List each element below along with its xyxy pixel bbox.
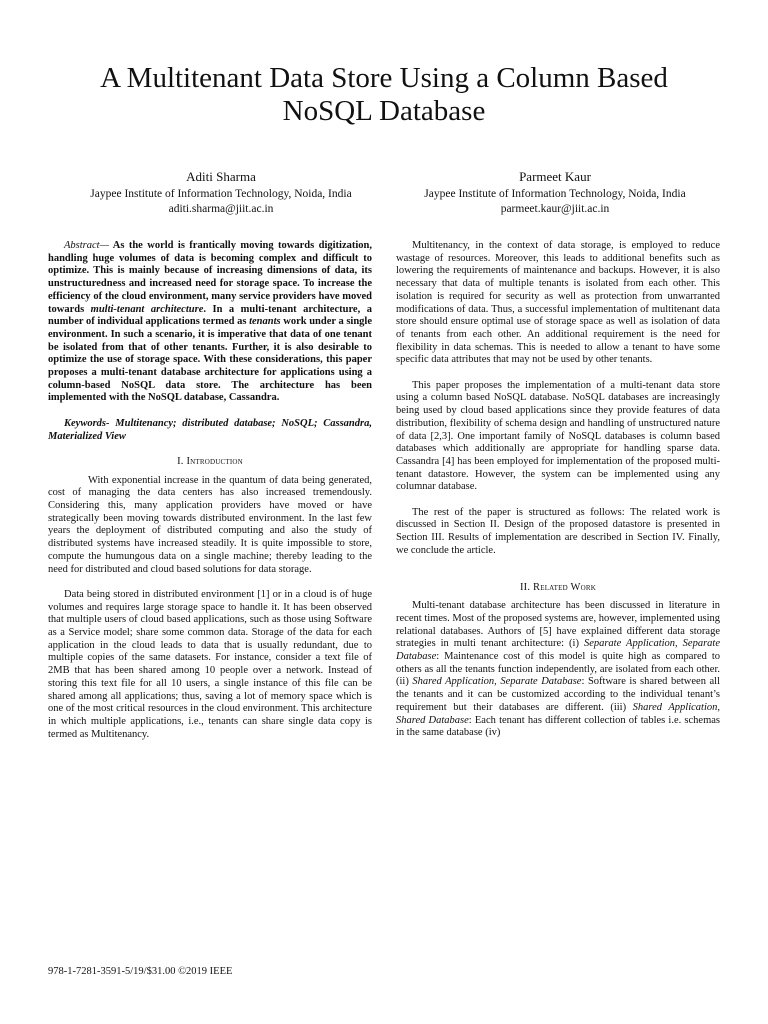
section-heading-introduction <box>48 456 372 469</box>
abstract-text-b: . In a multi-tenant architecture, a number of individual applications termed as <box>48 303 372 328</box>
author-name: Aditi Sharma <box>186 169 256 184</box>
abstract-text-c: work under a single environment. In such a scenario, it is imperative that data of one tenant be isolated from that of other tenants. Further, it is also desirable to optimize the use of storage space. With these considerations, this paper proposes a multi-tenant database architecture for applications using a column-based NoSQL data store. The architecture has been implemented with the NoSQL database, Cassandra. <box>48 316 373 404</box>
right-column <box>396 240 720 753</box>
term-model-3: Shared Application, Shared Database <box>396 701 720 726</box>
text-run: : Software is shared between all the tenants and it can be customized according to the individual tenant’s requirement but their databases are different. (iii) <box>396 676 721 713</box>
section-title: Related Work <box>533 581 596 593</box>
paragraph: The rest of the paper is structured as follows: The related work is discussed in Section II. Design of the proposed datastore is presented in Section III. Results of implementation are described in Section IV. Finally, we conclude the article. <box>396 506 720 556</box>
text-run: Multi-tenant database architecture has been discussed in literature in recent times. Most of the proposed systems are, however, implemented using relational databases. Authors of [5] have explained different data storage strategies in multi tenant architecture: (i) <box>396 600 720 650</box>
abstract-term-multitenant: multi-tenant architecture <box>90 303 204 315</box>
author-affiliation: Jaypee Institute of Information Technology, Noida, India <box>90 188 352 200</box>
author-block-1 <box>56 168 386 217</box>
left-column <box>48 240 372 754</box>
paragraph: With exponential increase in the quantum of data being generated, cost of managing the data centers has also increased tremendously. Considering this, many application providers have moved or have strategically been moving towards distributed environment. In the last few years the deployment of distributed computing and also the study of distributed systems have increased steadily. It is quite impossible to store, compute the humungous data on a single machine; thereby leading to the need for distributed and cloud based solutions for data storage. <box>48 474 372 575</box>
section-number: II. <box>519 581 534 593</box>
section-number: I. <box>177 455 187 467</box>
author-block-2 <box>390 168 720 217</box>
term-model-1: Separate Application, Separate Database <box>396 638 720 663</box>
paragraph: Multitenancy, in the context of data storage, is employed to reduce wastage of resources. Moreover, this leads to additional benefits such as lowering the requirements of maintenance and backups. However, it is also necessary that data of multiple tenants is isolated from each other. This isolation is required for security as well as protection from unwarranted modifications of data. Thus, a successful implementation of multitenant data store should ensure optimal use of storage space as well as isolation of data of tenants from each other. An additional requirement is the need for flexibility in data schemas. This is needed to allow a tenant to have some specific data attributes that may not be used by other tenants. <box>396 240 720 366</box>
copyright-footer: 978-1-7281-3591-5/19/$31.00 ©2019 IEEE <box>48 966 233 977</box>
text-run: : Maintenance cost of this model is quite high as compared to others as all the tenants function independently, are isolated from each other. (ii) <box>396 651 720 688</box>
paragraph: Data being stored in distributed environment [1] or in a cloud is of huge volumes and requires large storage space to handle it. It has been observed that multiple users of cloud based applications, such as those using Software as a Service model; share some common data. Storage of the data for each application in the cloud leads to data that is usually redundant, due to multiple copies of the same datasets. For instance, consider a text file of 2MB that has been shared among 10 people over a network. Instead of storing this text file for all 10 users, a single instance of this file can be shared among all applications; thus, saving a lot of memory space which is one of the most critical resources in the cloud environment. This architecture in which multiple applications, i.e., tenants can share single data copy is termed as Multitenancy. <box>48 588 372 740</box>
section-heading-related-work <box>396 582 720 595</box>
section-title: Introduction <box>186 455 243 467</box>
author-affiliation: Jaypee Institute of Information Technology, Noida, India <box>424 188 686 200</box>
paper-title <box>40 62 728 128</box>
title-line-2: NoSQL Database <box>282 95 486 127</box>
title-line-1: A Multitenant Data Store Using a Column Based <box>100 62 668 94</box>
abstract-term-tenants: tenants <box>249 316 281 328</box>
abstract <box>48 240 372 405</box>
author-email: parmeet.kaur@jiit.ac.in <box>500 203 610 215</box>
author-email: aditi.sharma@jiit.ac.in <box>168 203 274 215</box>
paragraph-related-work <box>396 600 720 740</box>
abstract-label: Abstract— <box>64 240 109 251</box>
abstract-text-a: As the world is frantically moving towards digitization, handling huge volumes of data is becoming complex and difficult to optimize. This is mainly because of increasing dimensions of data, its unstructuredness and increased need for storage space. To increase the efficiency of the cloud environment, many service providers have moved towards <box>48 240 372 315</box>
term-model-2: Shared Application, Separate Database <box>412 676 582 688</box>
text-run: : Each tenant has different collection of tables i.e. schemas in the same database (iv) <box>396 714 721 739</box>
paragraph: This paper proposes the implementation of a multi-tenant data store using a column based NoSQL database. NoSQL databases are increasingly being used by cloud based applications since they provide features of data distribution, flexibility of schema design and handling of unstructured nature of data [2,3]. One important family of NoSQL databases is column based databases which additionally are appropriate for handling sparse data. Cassandra [4] has been employed for implementation of the proposed multi-tenant datastore. However, the system can be implemented using any columnar database. <box>396 379 720 493</box>
author-name: Parmeet Kaur <box>519 169 591 184</box>
keywords: Keywords- Multitenancy; distributed database; NoSQL; Cassandra, Materialized View <box>48 417 372 442</box>
